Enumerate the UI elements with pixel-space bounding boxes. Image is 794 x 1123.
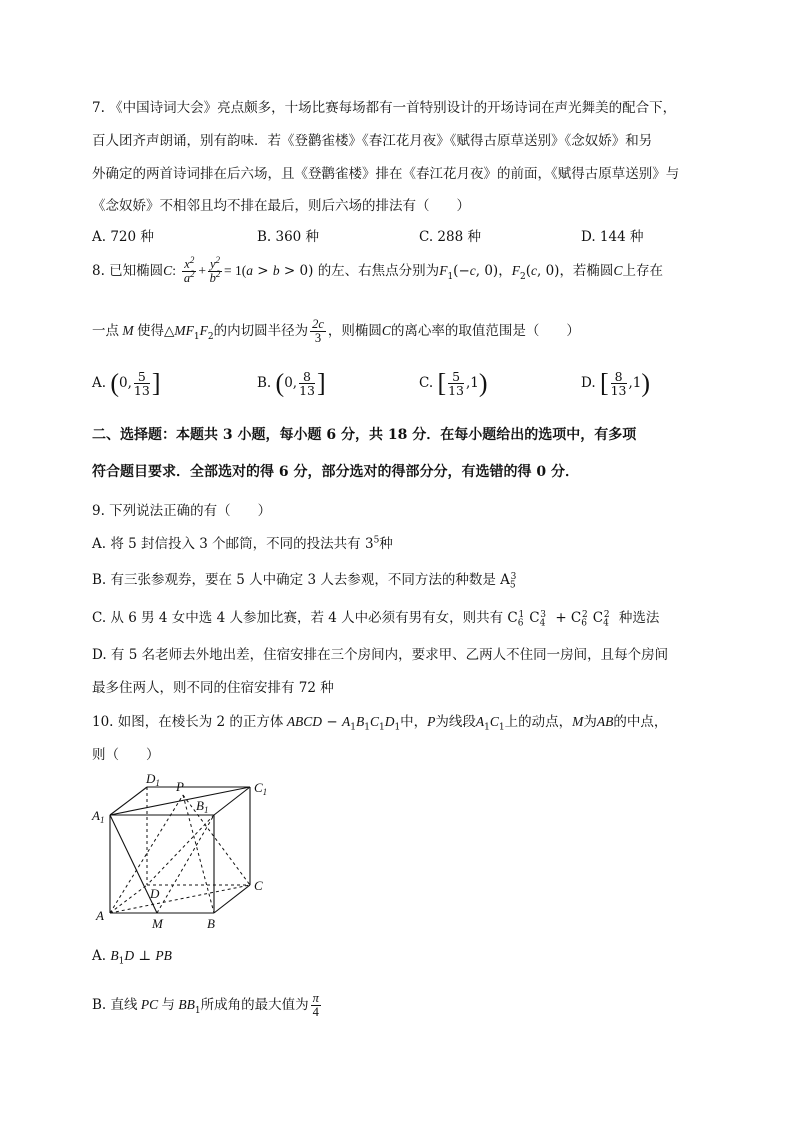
q8-option-a: A. (0, $\frac{5}{13}$ ]	[92, 368, 161, 399]
q9-stem: 9. 下列说法正确的有（ ）	[92, 503, 272, 519]
section2-line2: 符合题目要求．全部选对的得 6 分，部分选对的得部分分，有选错的得 0 分．	[92, 464, 579, 480]
q8-t1: 的左、右焦点分别为	[317, 263, 440, 280]
label-c: C	[254, 878, 263, 893]
q9-option-c: C. 从 6 男 4 女中选 4 人参加比赛，若 4 人中必须有男有女，则共有 $C_6^1$ $C_4^3 + C_6^2$ $C_4^2$ 种选法	[92, 609, 660, 629]
q7-line3: 外确定的两首诗词排在后六场，且《登鹳雀楼》排在《春江花月夜》的前面，《赋得古原草送别》与	[92, 166, 680, 182]
q9-option-d-line1: D. 有 5 名老师去外地出差，住宿安排在三个房间内，要求甲、乙两人不住同一房间，且每个房间	[92, 647, 669, 663]
label-m: M	[152, 916, 163, 931]
q8-option-d: D. [ $\frac{8}{13}$ ,1)	[581, 368, 651, 399]
q8-option-c: C. [ $\frac{5}{13}$ ,1)	[419, 368, 488, 399]
q10-line1: 10. 如图，在棱长为 2 的正方体 ABCD − $A_1B_1C_1D_1$中，P为线段$A_1C_1$上的动点，M为AB的中点，	[92, 714, 668, 733]
q9-option-b: B. 有三张参观券，要在 5 人中确定 3 人去参观，不同方法的种数是 $A_5^3$	[92, 571, 517, 591]
q7-line2: 百人团齐声朗诵，别有韵味．若《登鹳雀楼》《春江花月夜》《赋得古原草送别》《念奴娇》和另	[92, 133, 653, 149]
q8-t3: 上存在	[622, 263, 663, 280]
label-b1: $B_1$	[196, 798, 209, 815]
q8-line2: 一点 M 使得$\triangle MF_1F_2$的内切圆半径为 $\frac{2c}{3}$ ，则椭圆C的离心率的取值范围是（ ）	[92, 317, 580, 346]
q7-option-b: B. 360 种	[257, 229, 320, 245]
label-c1: $C_1$	[254, 780, 268, 797]
q10-option-b: B. 直线 PC 与 $BB_1$所成角的最大值为 $\frac{\pi}{4}$	[92, 991, 319, 1020]
q8-option-b: B. (0, $\frac{8}{13}$ ]	[257, 368, 326, 399]
q7-option-a: A. 720 种	[92, 229, 154, 245]
label-d: D	[150, 886, 160, 901]
ellipse-eq: C	[163, 263, 173, 279]
label-p: P	[176, 779, 184, 794]
q8-line1: 8. 已知椭圆C: $\frac{x^2}{a^2}$ + $\frac{y^2}{b^2}$ = 1(a > b > 0) 的左、右焦点分别为$F_1(-c$, 0)，$F_2(c$, 0)，若椭圆C上存在	[92, 254, 663, 286]
label-a: A	[96, 908, 104, 923]
q7-option-d: D. 144 种	[581, 229, 644, 245]
label-a1: $A_1$	[92, 808, 105, 825]
q8-t2: ，若椭圆	[559, 263, 614, 280]
q10-line2: 则（ ）	[92, 747, 160, 763]
q7-line1: 7. 《中国诗词大会》亮点颇多，十场比赛每场都有一首特别设计的开场诗词在声光舞美的配合下，	[92, 100, 677, 116]
section2-line1: 二、选择题：本题共 3 小题，每小题 6 分，共 18 分．在每小题给出的选项中，有多项	[92, 427, 637, 443]
q8-prefix: 8. 已知椭圆	[92, 263, 164, 280]
label-b: B	[207, 916, 215, 931]
q10-option-a: A. $B_1D$ ⊥ PB	[92, 948, 172, 967]
q9-option-a: A. 将 5 封信投入 3 个邮筒，不同的投法共有 $3^5$种	[92, 535, 393, 552]
q7-line4: 《念奴娇》不相邻且均不排在最后，则后六场的排法有（ ）	[92, 198, 470, 214]
q7-option-c: C. 288 种	[419, 229, 481, 245]
q9-option-d-line2: 最多住两人，则不同的住宿安排有 72 种	[92, 680, 334, 696]
label-d1: $D_1$	[146, 771, 160, 788]
cube-figure	[90, 770, 290, 935]
